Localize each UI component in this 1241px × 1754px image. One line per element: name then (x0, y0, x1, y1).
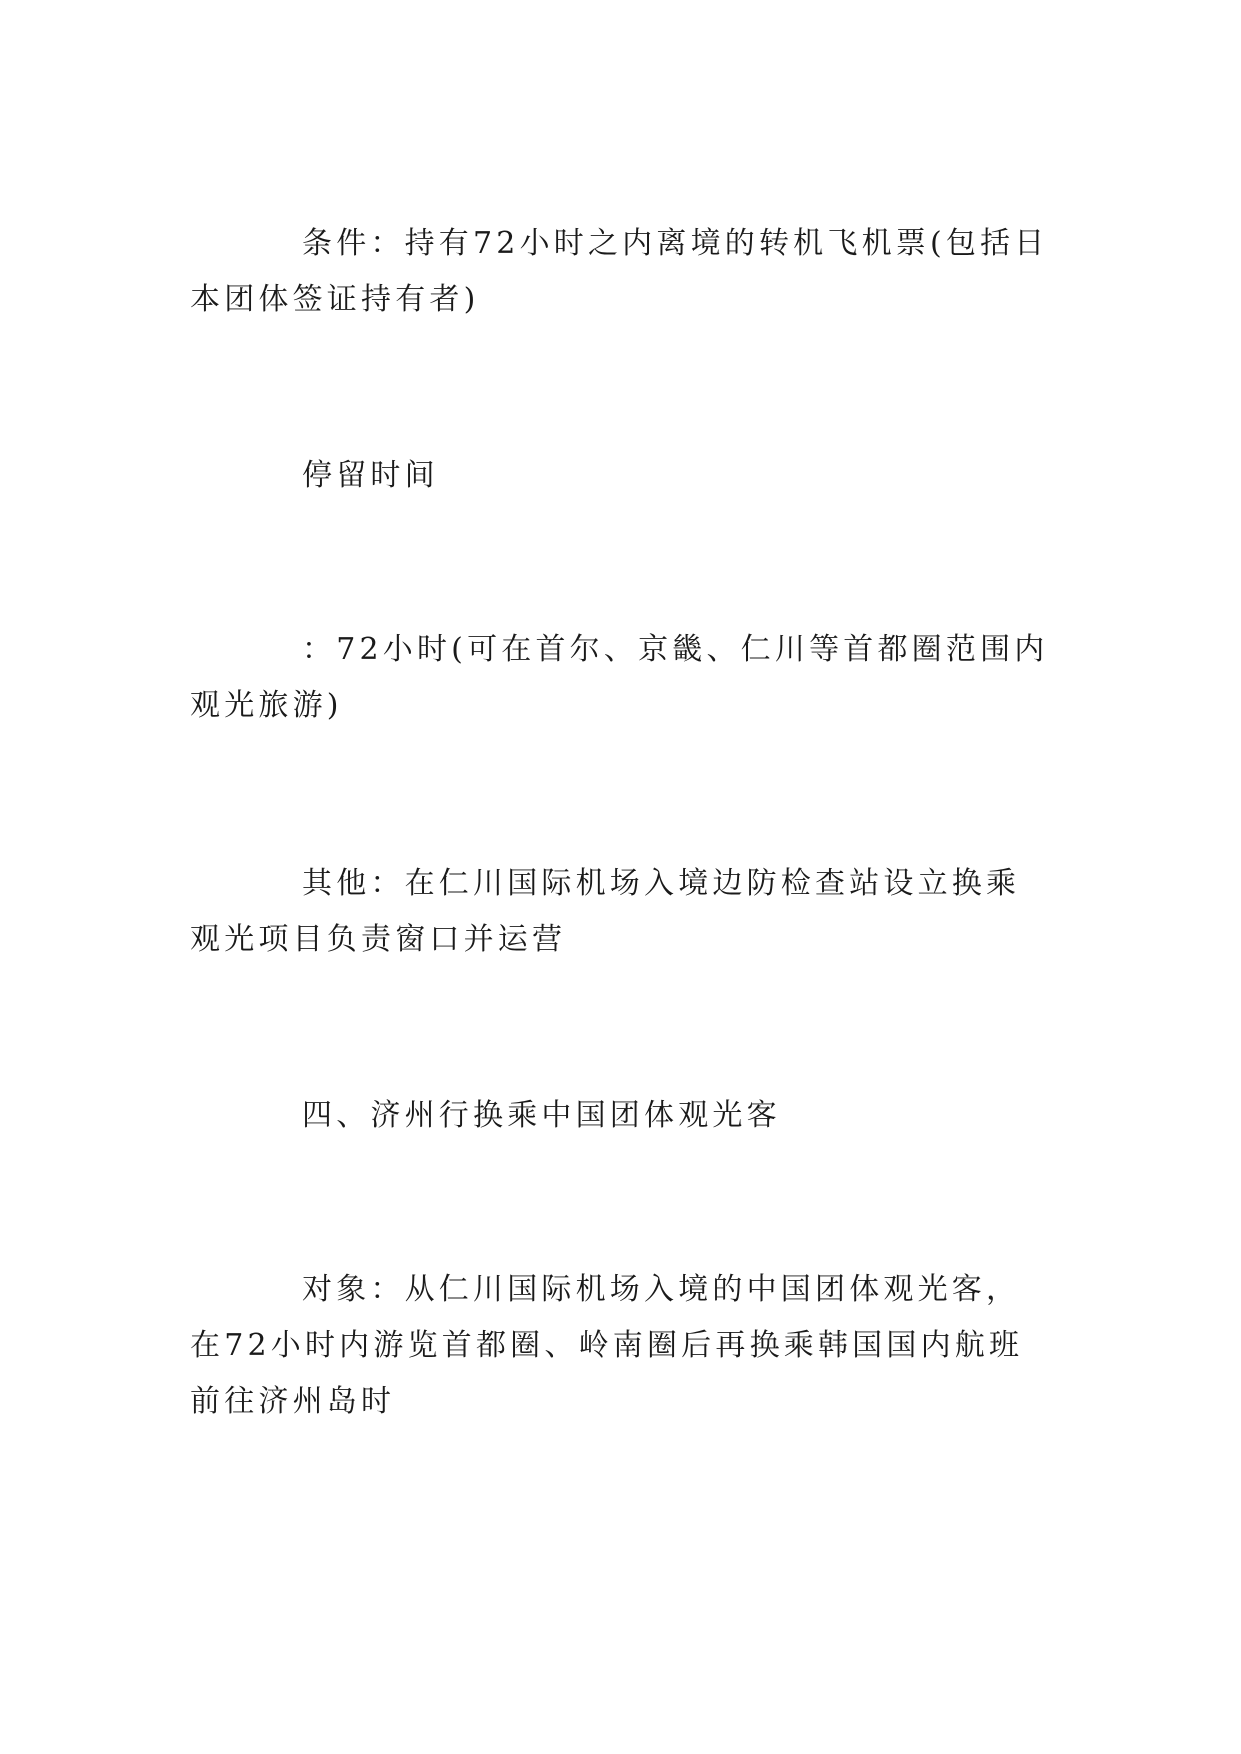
paragraph-stay-duration: ：72小时(可在首尔、京畿、仁川等首都圈范围内观光旅游) (190, 632, 1049, 723)
paragraph-target: 对象：从仁川国际机场入境的中国团体观光客，在72小时内游览首都圈、岭南圈后再换乘韩国国内航班前往济州岛时 (190, 1272, 1024, 1419)
paragraph-other: 其他：在仁川国际机场入境边防检查站设立换乘观光项目负责窗口并运营 (190, 866, 1021, 957)
paragraph-stay-duration-heading: 停留时间 (302, 458, 439, 493)
paragraph-conditions: 条件：持有72小时之内离境的转机飞机票(包括日本团体签证持有者) (190, 226, 1049, 317)
section-heading-jeju-transfer: 四、济州行换乘中国团体观光客 (302, 1098, 781, 1133)
